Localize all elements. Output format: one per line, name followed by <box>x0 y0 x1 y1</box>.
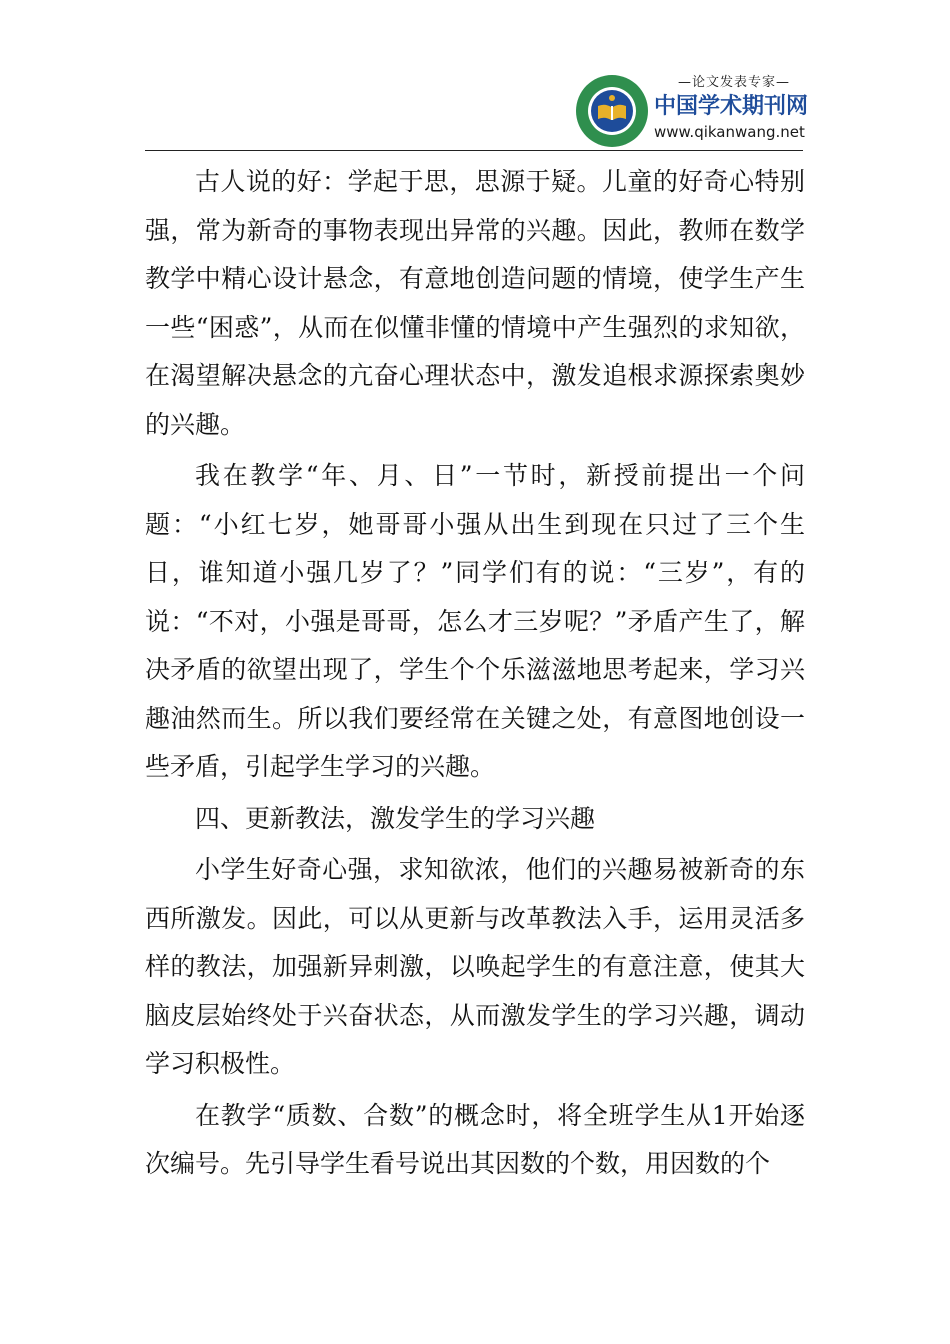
paragraph: 在教学“质数、合数”的概念时，将全班学生从1开始逐次编号。先引导学生看号说出其因数的个数，用因数的个 <box>145 1100 805 1178</box>
site-logo[interactable] <box>574 73 814 149</box>
document-body <box>145 158 805 1189</box>
paragraph: 小学生好奇心强，求知欲浓，他们的兴趣易被新奇的东西所激发。因此，可以从更新与改革教法入手，运用灵活多样的教法，加强新异刺激，以唤起学生的有意注意，使其大脑皮层始终处于兴奋状态，从而激发学生的学习兴趣，调动学习积极性。 <box>145 855 805 1078</box>
seal-logo-icon <box>574 73 650 149</box>
paragraph: 古人说的好：学起于思，思源于疑。儿童的好奇心特别强，常为新奇的事物表现出异常的兴趣。因此，教师在数学教学中精心设计悬念，有意地创造问题的情境，使学生产生一些“困惑”，从而在似懂非懂的情境中产生强烈的求知欲，在渴望解决悬念的亢奋心理状态中，激发追根求源探索奥妙的兴趣。 <box>145 167 805 439</box>
site-url[interactable]: www.qikanwang.net <box>654 123 805 141</box>
paragraph: 我在教学“年、月、日”一节时，新授前提出一个问题：“小红七岁，她哥哥小强从出生到现在只过了三个生日，谁知道小强几岁了？”同学们有的说：“三岁”，有的说：“不对，小强是哥哥，怎么才三岁呢？”矛盾产生了，解决矛盾的欲望出现了，学生个个乐滋滋地思考起来，学习兴趣油然而生。所以我们要经常在关键之处，有意图地创设一些矛盾，引起学生学习的兴趣。 <box>145 461 805 781</box>
header-rule <box>145 150 803 151</box>
page-header <box>0 0 950 150</box>
site-tagline: —论文发表专家— <box>677 75 790 90</box>
section-heading: 四、更新教法，激发学生的学习兴趣 <box>195 803 596 833</box>
site-name: 中国学术期刊网 <box>654 94 809 119</box>
